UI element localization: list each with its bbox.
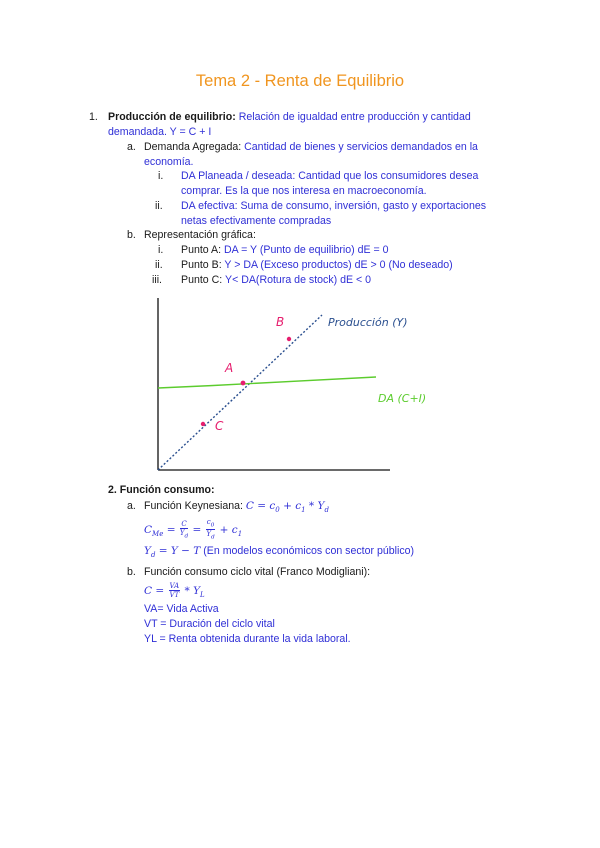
demanda-agregada-label: Demanda Agregada:	[144, 141, 242, 153]
item-a-ii-marker: ii.	[155, 200, 163, 212]
point-b-dot	[287, 337, 291, 341]
section-2-title: 2. Función consumo:	[108, 484, 215, 496]
section-1-desc-1: Relación de igualdad entre producción y cantidad	[238, 111, 471, 123]
def-yl: YL = Renta obtenida durante la vida laboral.	[144, 633, 351, 645]
item-a-marker: a.	[127, 141, 136, 153]
keynesiana-label: Función Keynesiana:	[144, 500, 243, 512]
section-1-desc-2: demandada. Y = C + I	[108, 126, 212, 138]
punto-c-marker: iii.	[152, 274, 163, 286]
point-a-dot	[241, 381, 246, 386]
punto-c-row	[181, 273, 371, 287]
demanda-agregada-desc-2: economía.	[144, 156, 194, 168]
item-a-i-marker: i.	[158, 170, 164, 182]
punto-c-desc: Y< DA(Rotura de stock) dE < 0	[225, 274, 372, 286]
production-label: Producción (Y)	[328, 316, 408, 329]
item-2b-marker: b.	[127, 566, 136, 578]
demanda-agregada-desc-1: Cantidad de bienes y servicios demandados en la	[244, 141, 478, 153]
keynes-eq-3: $Y_d = Y - T$	[144, 545, 201, 559]
point-c-dot	[201, 422, 205, 426]
section-1-title: Producción de equilibrio:	[108, 111, 236, 123]
section-1-header	[108, 110, 471, 124]
item-a-line-1	[144, 140, 478, 154]
item-2a-marker: a.	[127, 500, 136, 512]
def-va: VA= Vida Activa	[144, 603, 219, 615]
punto-b-label: Punto B:	[181, 259, 222, 271]
punto-a-marker: i.	[158, 244, 164, 256]
da-planeada-line-1: DA Planeada / deseada: Cantidad que los consumidores desea	[181, 170, 479, 182]
keynesiana-row	[144, 499, 329, 517]
ciclo-vital-label: Función consumo ciclo vital (Franco Modigliani):	[144, 566, 371, 578]
keynes-eq-1: $C = c_0 + c_1 * Y_d$	[245, 500, 329, 514]
point-a-label: A	[225, 361, 234, 375]
keynes-eq-3-note: (En modelos económicos con sector público)	[203, 545, 415, 557]
point-b-label: B	[276, 315, 285, 329]
punto-a-label: Punto A:	[181, 244, 222, 256]
punto-b-desc: Y > DA (Exceso productos) dE > 0 (No deseado)	[224, 259, 453, 271]
da-efectiva-line-1: DA efectiva: Suma de consumo, inversión, gasto y exportaciones	[181, 200, 487, 212]
punto-a-desc: DA = Y (Punto de equilibrio) dE = 0	[224, 244, 389, 256]
item-b-marker: b.	[127, 229, 136, 241]
da-planeada-line-2: comprar. Es la que nos interesa en macroeconomía.	[181, 185, 427, 197]
section-1-number: 1.	[89, 111, 98, 123]
keynes-eq-2: $C_{Me}$ = $\frac{C}{Y_d}$ = $\frac{c_0}{Y_d}$ + $c_1$	[144, 518, 243, 541]
production-line	[158, 315, 322, 470]
page-title: Tema 2 - Renta de Equilibrio	[195, 72, 405, 90]
punto-b-marker: ii.	[155, 259, 163, 271]
punto-c-label: Punto C:	[181, 274, 223, 286]
keynes-eq-3-row	[144, 544, 414, 562]
punto-b-row	[181, 258, 453, 272]
ciclo-vital-eq: C = $\frac{VA}{VT}$ * $Y_L$	[144, 582, 205, 599]
punto-a-row	[181, 243, 389, 257]
point-c-label: C	[215, 419, 224, 433]
da-line	[158, 377, 376, 388]
da-efectiva-line-2: netas efectivamente compradas	[181, 215, 332, 227]
equilibrium-graph	[140, 290, 470, 480]
def-vt: VT = Duración del ciclo vital	[144, 618, 275, 630]
da-label: DA (C+I)	[378, 392, 427, 405]
representacion-label: Representación gráfica:	[144, 229, 256, 241]
